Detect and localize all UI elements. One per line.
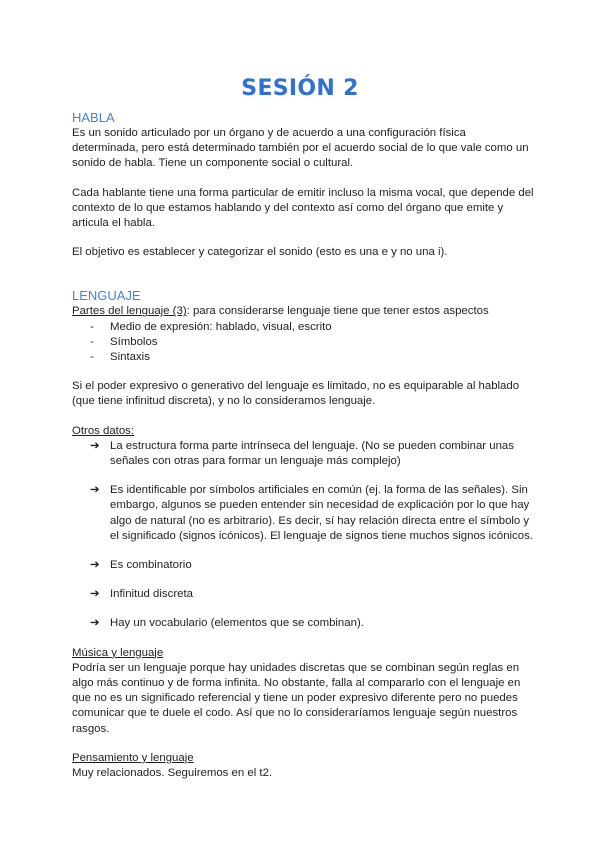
partes-list xyxy=(72,320,534,366)
list-item xyxy=(90,320,534,335)
list-item xyxy=(90,439,534,469)
musica-paragraph: Podría ser un lenguaje porque hay unidades discretas que se combinan según reglas en algo más continuo y de forma infinita. No obstante, falla al compararlo con el lenguaje en que no es un significado referencial y tiene un poder expresivo diferente pero no puedes comunicar que te duele el codo. Así que no lo consideraríamos lenguaje según nuestros rasgos. xyxy=(72,661,521,735)
list-item-text: Hay un vocabulario (elementos que se combinan). xyxy=(110,617,364,630)
list-item xyxy=(90,558,534,573)
list-item-text: Símbolos xyxy=(110,335,158,348)
list-item xyxy=(90,350,534,365)
partes-rest: : para considerarse lenguaje tiene que tener estos aspectos xyxy=(186,305,489,318)
list-item xyxy=(90,335,534,350)
arrow-bullet-icon: ➔ xyxy=(90,559,100,572)
otros-datos-list xyxy=(72,439,534,632)
arrow-bullet-icon: ➔ xyxy=(90,588,100,601)
pensamiento-label: Pensamiento y lenguaje xyxy=(72,751,194,764)
arrow-bullet-icon: ➔ xyxy=(90,484,100,497)
list-item-text: Es combinatorio xyxy=(110,559,192,572)
document-body xyxy=(72,110,534,781)
pensamiento-paragraph: Muy relacionados. Seguiremos en el t2. xyxy=(72,767,273,780)
habla-paragraph-3: El objetivo es establecer y categorizar el sonido (esto es una e y no una i). xyxy=(72,246,448,259)
page-title: SESIÓN 2 xyxy=(241,76,359,101)
list-item-text: Medio de expresión: hablado, visual, escrito xyxy=(110,320,332,333)
section-heading-habla: HABLA xyxy=(72,110,115,125)
arrow-bullet-icon: ➔ xyxy=(90,617,100,630)
list-item-text: Infinitud discreta xyxy=(110,588,193,601)
list-item xyxy=(90,587,534,602)
list-item-text: Sintaxis xyxy=(110,351,150,364)
list-item-text: La estructura forma parte intrínseca del lenguaje. (No se pueden combinar unas señales con otras para formar un lenguaje más complejo) xyxy=(110,439,514,468)
partes-line xyxy=(72,304,534,319)
dash-bullet: - xyxy=(90,351,94,364)
poder-paragraph: Si el poder expresivo o generativo del lenguaje es limitado, no es equiparable al hablado (que tiene infinitud discreta), y no lo consideramos lenguaje. xyxy=(72,380,520,408)
section-heading-lenguaje: LENGUAJE xyxy=(72,288,141,304)
musica-label: Música y lenguaje xyxy=(72,646,164,659)
partes-label: Partes del lenguaje (3) xyxy=(72,305,187,318)
list-item xyxy=(90,483,534,544)
list-item-text: Es identificable por símbolos artificiales en común (ej. la forma de las señales). Sin embargo, algunos se pueden entender sin necesidad de explicación por lo que hay algo de natural (no es arbitrario). Es decir, sí hay relación directa entre el símbolo y el significado (signos icónicos). El lenguaje de signos tiene muchos signos icónicos. xyxy=(110,484,533,542)
dash-bullet: - xyxy=(90,320,94,333)
arrow-bullet-icon: ➔ xyxy=(90,439,100,452)
habla-paragraph-2: Cada hablante tiene una forma particular de emitir incluso la misma vocal, que depende del contexto de lo que estamos hablando y del contexto así como del órgano que emite y articula el habla. xyxy=(72,186,534,230)
dash-bullet: - xyxy=(90,335,94,348)
list-item xyxy=(90,616,534,631)
habla-paragraph-1: Es un sonido articulado por un órgano y de acuerdo a una configuración física determinada, pero está determinado también por el acuerdo social de lo que vale como un sonido de habla. Tiene un componente social o cultural. xyxy=(72,127,529,170)
otros-datos-label: Otros datos: xyxy=(72,424,135,437)
